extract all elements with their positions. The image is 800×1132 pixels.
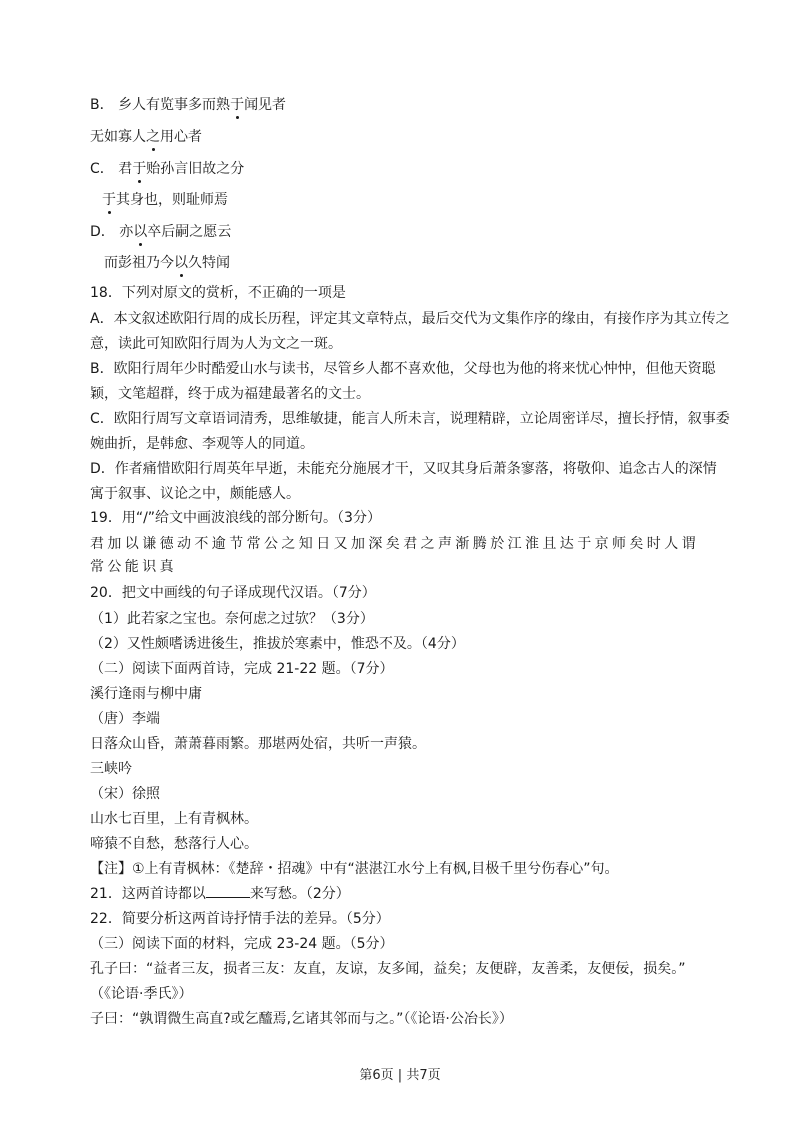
q19-passage-line-2: 常公能识真 — [90, 559, 177, 575]
poem-2-line-1: 山水七百里，上有青枫林。 — [90, 811, 258, 827]
option-c-line-1: C． 君于贻孙言旧故之分 — [90, 161, 245, 177]
option-c-line-2: 于其身也，则耻师焉 — [102, 192, 228, 208]
q19-stem: 19．用“/”给文中画波浪线的部分断句。（3分） — [90, 510, 381, 526]
emphasis-dot: 于 — [132, 161, 147, 177]
emphasis-dot: 于 — [230, 97, 245, 113]
emphasis-dot: 以 — [174, 255, 188, 271]
q18-option-c: C．欧阳行周写文章语词清秀，思维敏捷，能言人所未言，说理精辟，立论周密详尽，擅长抒情，叙事委婉曲折，是韩愈、李观等人的同道。 — [90, 411, 730, 452]
q21: 21．这两首诗都以 来写愁。（2分） — [90, 886, 350, 902]
poem-1-title: 溪行逢雨与柳中庸 — [90, 686, 202, 702]
q20-sentence-2: （2）又性颇嗜诱进後生，推拔於寒素中，惟恐不及。（4分） — [90, 636, 465, 652]
option-d-line-1: D． 亦以卒后嗣之愿云 — [90, 224, 232, 240]
emphasis-dot: 以 — [133, 224, 148, 240]
poem-1-author: （唐）李端 — [90, 711, 160, 727]
option-b-line-1: B． 乡人有览事多而熟于闻见者 — [90, 97, 287, 113]
poem-2-line-2: 啼猿不自愁，愁落行人心。 — [90, 836, 258, 852]
option-d-line-2: 而彭祖乃今以久特闻 — [104, 255, 230, 271]
emphasis-dot: 于 — [102, 192, 116, 208]
poem-2-title: 三峡吟 — [90, 761, 132, 777]
q18-option-d: D．作者痛惜欧阳行周英年早逝，未能充分施展才干，又叹其身后萧条寥落，将敬仰、追念古人的深情寓于叙事、议论之中，颇能感人。 — [90, 461, 717, 502]
option-b-line-2: 无如寡人之用心者 — [90, 129, 202, 145]
page-footer: 第6页 | 共7页 — [359, 1068, 441, 1083]
q22: 22．简要分析这两首诗抒情手法的差异。（5分） — [90, 911, 390, 927]
section-3-heading: （三）阅读下面的材料，完成 23-24 题。（5分） — [90, 936, 394, 952]
q20-sentence-1: （1）此若家之宝也。奈何虑之过欤？（3分） — [90, 611, 374, 627]
q18-option-a: A．本文叙述欧阳行周的成长历程，评定其文章特点，最后交代为文集作序的缘由，有接作序为其立传之意，读此可知欧阳行周为人为文之一斑。 — [90, 311, 730, 352]
material-1: 孔子曰：“益者三友，损者三友：友直，友谅，友多闻，益矣；友便辟，友善柔，友便佞，损矣。” — [90, 961, 686, 977]
material-1-source: （《论语·季氏》） — [90, 986, 193, 1002]
poem-1-text: 日落众山昏，萧萧暮雨繁。那堪两处宿，共听一声猿。 — [90, 736, 426, 752]
q18-option-b: B．欧阳行周年少时酷爱山水与读书，尽管乡人都不喜欢他，父母也为他的将来忧心忡忡，但他天资聪颖，文笔超群，终于成为福建最著名的文士。 — [90, 361, 716, 402]
q20-stem: 20．把文中画线的句子译成现代汉语。（7分） — [90, 585, 376, 601]
poem-note: 【注】①上有青枫林：《楚辞・招魂》中有“湛湛江水兮上有枫,目极千里兮伤春心”句。 — [90, 861, 619, 877]
q18-stem: 18．下列对原文的赏析，不正确的一项是 — [90, 285, 346, 301]
poem-2-author: （宋）徐照 — [90, 786, 160, 802]
section-2-heading: （二）阅读下面两首诗，完成 21-22 题。（7分） — [90, 661, 394, 677]
answer-blank[interactable] — [206, 884, 250, 898]
material-2: 子曰：“孰谓微生高直?或乞醯焉,乞诸其邻而与之。”（《论语·公冶长》） — [90, 1011, 513, 1027]
emphasis-dot: 之 — [146, 129, 160, 145]
q19-passage-line-1: 君加以谦德动不逾节常公之知日又加深矣君之声渐腾於江淮且达于京师矣时人谓 — [90, 536, 699, 552]
